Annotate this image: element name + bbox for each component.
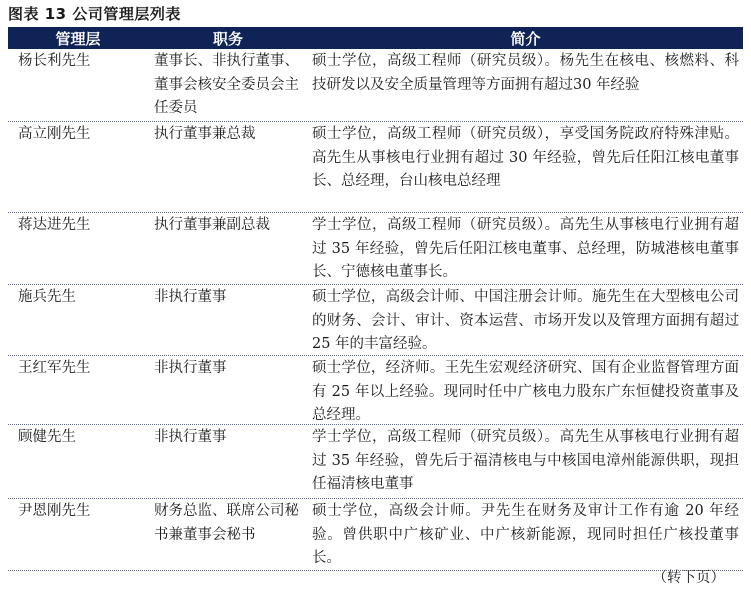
cell-position: 非执行董事 [154,360,227,376]
cell-name: 蒋达进先生 [18,217,91,233]
cell-bio: 硕士学位，经济师。王先生宏观经济研究、国有企业监督管理方面有 25 年以上经验。现同时任中广核电力股东广东恒健投资董事及总经理。 [312,360,739,423]
cell-position: 非执行董事 [154,429,227,445]
table-row [8,122,743,213]
cell-name: 尹恩刚先生 [18,503,91,519]
cell-bio: 硕士学位，高级工程师（研究员级），享受国务院政府特殊津贴。高先生从事核电行业拥有超过 30 年经验，曾先后任阳江核电董事长、总经理，台山核电总经理 [312,126,739,189]
header-position: 职务 [212,29,243,48]
header-bio: 简介 [510,29,541,48]
cell-bio: 硕士学位，高级工程师（研究员级）。杨先生在核电、核燃料、科技研发以及安全质量管理等方面拥有超过30 年经验 [312,53,739,93]
table-header [8,27,743,49]
cell-name: 高立刚先生 [18,126,91,142]
header-management: 管理层 [55,29,101,48]
cell-position: 董事长、非执行董事、董事会核安全委员会主任委员 [154,53,299,116]
table-row [8,49,743,122]
cell-name: 王红军先生 [18,360,91,376]
cell-position: 执行董事兼副总裁 [154,217,270,233]
cell-name: 杨长利先生 [18,53,91,69]
cell-bio: 学士学位，高级工程师（研究员级）。高先生从事核电行业拥有超过 35 年经验，曾先后任阳江核电董事、总经理，防城港核电董事长、宁德核电董事长。 [312,217,739,280]
continued-note: （转下页） [652,570,725,586]
table-row [8,356,743,425]
table-title: 图表 13 公司管理层列表 [8,5,181,23]
cell-bio: 学士学位，高级工程师（研究员级）。高先生从事核电行业拥有超过 35 年经验，曾先后于福清核电与中核国电漳州能源供职，现担任福清核电董事 [312,429,739,492]
cell-bio: 硕士学位，高级会计师、中国注册会计师。施先生在大型核电公司的财务、会计、审计、资本运营、市场开发以及管理方面拥有超过25 年的丰富经验。 [312,289,739,352]
table-row [8,425,743,499]
cell-position: 非执行董事 [154,289,227,305]
table-row [8,285,743,356]
cell-name: 顾健先生 [18,429,76,445]
cell-position: 财务总监、联席公司秘书兼董事会秘书 [154,503,299,543]
table-row [8,499,743,571]
management-table [8,27,743,571]
cell-position: 执行董事兼总裁 [154,126,256,142]
cell-name: 施兵先生 [18,289,76,305]
cell-bio: 硕士学位，高级会计师。尹先生在财务及审计工作有逾 20 年经验。曾供职中广核矿业、中广核新能源，现同时担任广核投董事长。 [312,503,739,566]
table-row [8,213,743,285]
